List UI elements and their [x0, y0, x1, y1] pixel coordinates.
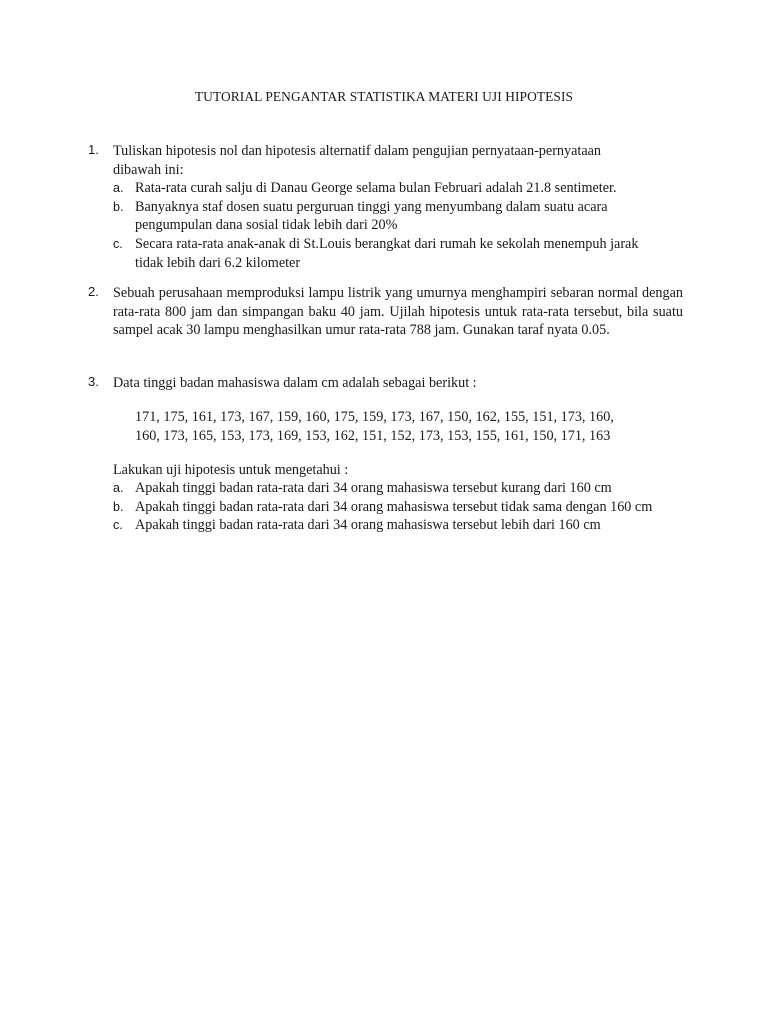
- question-1-sublist: [113, 179, 683, 272]
- sub-item-letter: c.: [113, 518, 123, 533]
- question-number: 3.: [88, 374, 99, 389]
- question-2-text: Sebuah perusahaan memproduksi lampu listrik yang umurnya menghampiri sebaran normal dengan rata-rata 800 jam dan simpangan baku 40 jam. Ujilah hipotesis untuk rata-rata tersebut, bila suatu sampel acak 30 lampu menghasilkan umur rata-rata 788 jam. Gunakan taraf nyata 0.05.: [113, 285, 683, 339]
- sub-item-letter: a.: [113, 481, 124, 496]
- question-1-intro-line2: dibawah ini:: [113, 161, 184, 178]
- sub-item-text-cont: pengumpulan dana sosial tidak lebih dari 20%: [135, 217, 398, 234]
- question-3-intro: Data tinggi badan mahasiswa dalam cm adalah sebagai berikut :: [113, 375, 477, 391]
- sub-item: [113, 516, 683, 535]
- sub-item-letter: b.: [113, 199, 124, 214]
- sub-item-letter: b.: [113, 499, 124, 514]
- question-1-intro-line1: Tuliskan hipotesis nol dan hipotesis alternatif dalam pengujian pernyataan-pernyataan: [113, 143, 602, 159]
- sub-item-text: Apakah tinggi badan rata-rata dari 34 orang mahasiswa tersebut kurang dari 160 cm: [135, 480, 612, 497]
- sub-item-text-cont: tidak lebih dari 6.2 kilometer: [135, 254, 301, 271]
- question-3-instruction: Lakukan uji hipotesis untuk mengetahui :: [113, 461, 349, 478]
- sub-item-text: Secara rata-rata anak-anak di St.Louis berangkat dari rumah ke sekolah menempuh jarak: [135, 235, 639, 252]
- question-2: [88, 284, 683, 340]
- height-data-line1: 171, 175, 161, 173, 167, 159, 160, 175, 159, 173, 167, 150, 162, 155, 151, 173, 160,: [135, 408, 614, 425]
- sub-item-text: Rata-rata curah salju di Danau George selama bulan Februari adalah 21.8 sentimeter.: [135, 180, 617, 197]
- sub-item-text: Apakah tinggi badan rata-rata dari 34 orang mahasiswa tersebut tidak sama dengan 160 cm: [135, 498, 653, 515]
- height-data-line2: 160, 173, 165, 153, 173, 169, 153, 162, 151, 152, 173, 153, 155, 161, 150, 171, 163: [135, 427, 611, 444]
- document-title: TUTORIAL PENGANTAR STATISTIKA MATERI UJI HIPOTESIS: [194, 89, 574, 104]
- question-3: [88, 374, 683, 535]
- sub-item: [113, 498, 683, 517]
- height-data: [135, 408, 683, 446]
- sub-item-letter: c.: [113, 236, 123, 251]
- question-number: 1.: [88, 142, 99, 157]
- question-3-sublist: [113, 479, 683, 535]
- sub-item: [113, 179, 683, 198]
- sub-item: [113, 198, 683, 235]
- sub-item: [113, 235, 683, 272]
- question-1: [88, 142, 683, 272]
- sub-item-text: Banyaknya staf dosen suatu perguruan tinggi yang menyumbang dalam suatu acara: [135, 198, 608, 215]
- sub-item-text: Apakah tinggi badan rata-rata dari 34 orang mahasiswa tersebut lebih dari 160 cm: [135, 517, 601, 534]
- sub-item: [113, 479, 683, 498]
- sub-item-letter: a.: [113, 181, 124, 196]
- question-number: 2.: [88, 284, 99, 299]
